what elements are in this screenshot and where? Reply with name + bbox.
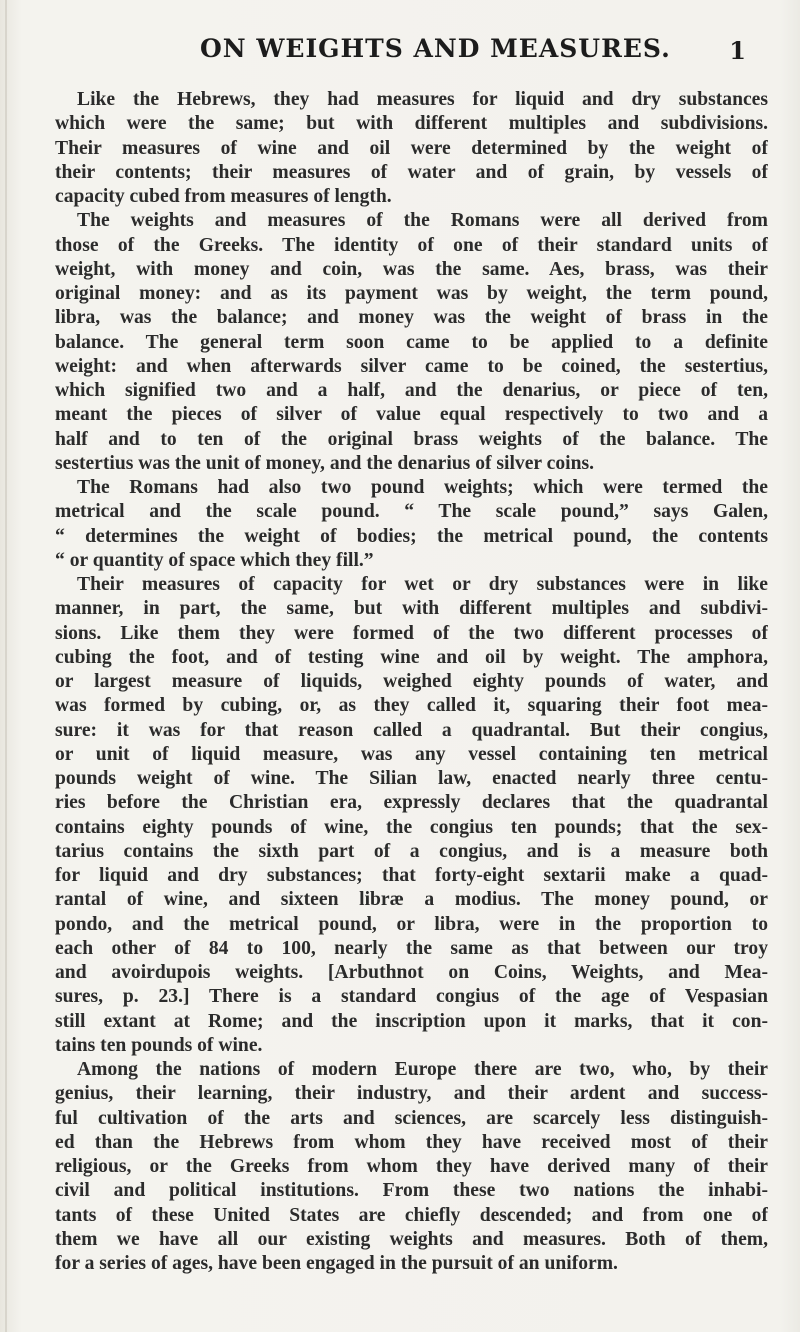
page-number: 1 [729,36,746,65]
text-line: sure: it was for that reason called a quadrantal. But their congius, [55,719,768,741]
text-line: original money: and as its payment was by weight, the term pound, [55,283,768,304]
text-line: half and to ten of the original brass weights of the balance. The [55,428,768,450]
text-line: capacity cubed from measures of length. [55,186,392,207]
text-line: Their measures of wine and oil were determined by the weight of [55,137,768,159]
text-line: them we have all our existing weights and measures. Both of them, [55,1228,768,1250]
text-line: each other of 84 to 100, nearly the same as that between our troy [55,937,768,959]
text-line: ries before the Christian era, expressly declares that the quadrantal [55,792,768,814]
text-line: genius, their learning, their industry, and their ardent and success- [55,1083,768,1105]
text-line: weight: and when afterwards silver came to be coined, the sestertius, [55,355,768,377]
text-line: weight, with money and coin, was the same. Aes, brass, was their [55,258,768,280]
text-line: sestertius was the unit of money, and the denarius of silver coins. [55,452,595,474]
text-line: rantal of wine, and sixteen libræ a modius. The money pound, or [55,889,768,911]
text-line: metrical and the scale pound. “ The scale pound,” says Galen, [55,501,768,523]
text-line: The Romans had also two pound weights; which were termed the [77,477,768,498]
running-head [60,34,760,74]
text-line: which were the same; but with different multiples and subdivisions. [55,113,768,135]
text-line: for liquid and dry substances; that forty-eight sextarii make a quad- [55,865,768,886]
body-text [55,88,768,1276]
text-line: meant the pieces of silver of value equal respectively to two and a [55,404,768,426]
text-line: or unit of liquid measure, was any vessel containing ten metrical [55,743,768,765]
text-line: cubing the foot, and of testing wine and oil by weight. The amphora, [55,646,768,668]
text-line: ed than the Hebrews from whom they have received most of their [55,1131,768,1153]
text-line: for a series of ages, have been engaged in the pursuit of an uniform. [55,1253,618,1274]
text-line: and avoirdupois weights. [Arbuthnot on Coins, Weights, and Mea- [55,962,768,983]
text-line: which signified two and a half, and the denarius, or piece of ten, [55,380,768,401]
text-line: sures, p. 23.] There is a standard congius of the age of Vespasian [55,986,768,1008]
text-line: tants of these United States are chiefly descended; and from one of [55,1204,768,1226]
text-line: those of the Greeks. The identity of one of their standard units of [55,234,768,256]
text-line: “ determines the weight of bodies; the metrical pound, the contents [55,525,768,547]
text-line: religious, or the Greeks from whom they have derived many of their [55,1156,768,1177]
text-line: ful cultivation of the arts and sciences, are scarcely less distinguish- [55,1107,768,1129]
text-line: Like the Hebrews, they had measures for liquid and dry substances [77,89,768,110]
text-line: still extant at Rome; and the inscription upon it marks, that it con- [55,1010,768,1032]
text-line: pounds weight of wine. The Silian law, enacted nearly three centu- [55,768,768,789]
text-line: The weights and measures of the Romans were all derived from [77,210,768,232]
text-line: tains ten pounds of wine. [55,1034,263,1056]
text-line: or largest measure of liquids, weighed eighty pounds of water, and [55,671,768,692]
text-line: Among the nations of modern Europe there are two, who, by their [77,1059,768,1080]
running-title: ON WEIGHTS AND MEASURES. [200,34,671,63]
text-line: civil and political institutions. From these two nations the inhabi- [55,1180,768,1202]
text-line: their contents; their measures of water and of grain, by vessels of [55,161,768,183]
text-line: pondo, and the metrical pound, or libra, were in the proportion to [55,913,768,935]
text-line: manner, in part, the same, but with different multiples and subdivi- [55,598,768,620]
text-line: “ or quantity of space which they fill.” [55,549,374,571]
text-line: was formed by cubing, or, as they called it, squaring their foot mea- [55,695,768,717]
text-line: contains eighty pounds of wine, the congius ten pounds; that the sex- [55,816,768,838]
page-binding-edge [5,0,7,1332]
text-line: Their measures of capacity for wet or dry substances were in like [77,574,768,595]
text-line: tarius contains the sixth part of a congius, and is a measure both [55,840,768,862]
text-line: balance. The general term soon came to be applied to a definite [55,331,768,353]
text-line: sions. Like them they were formed of the two different processes of [55,622,768,644]
text-line: libra, was the balance; and money was the weight of brass in the [55,307,768,329]
